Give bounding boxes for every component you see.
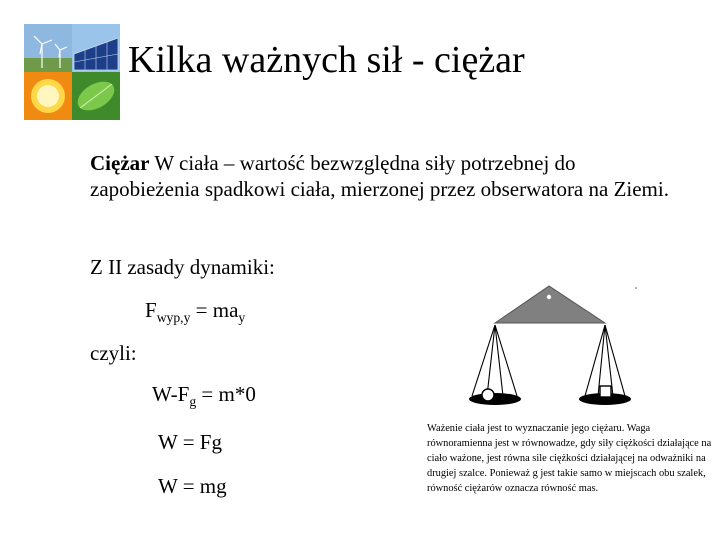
stray-dot [635, 287, 637, 289]
definition-term: Ciężar [90, 151, 150, 175]
equation-w-mg: W = mg [158, 474, 227, 498]
equation-weight-balance: $W-F_g = m*0$ [152, 382, 256, 409]
logo-image [24, 24, 120, 120]
figure-caption: Ważenie ciała jest to wyznaczanie jego ciężaru. Waga równoramienna jest w równowadze, gdy siły ciężkości działające na ciało ważone, jest równa sile ciężkości działającej na odważniki na drugiej szalce. Ponieważ g jest takie samo w miejscach obu szalek, równość ciężarów oznacza równość mas. [427, 423, 712, 495]
weighed-body [482, 389, 494, 401]
balance-beam [495, 286, 605, 323]
definition-paragraph [90, 150, 680, 203]
equation-w-fg: W = Fg [158, 430, 222, 454]
equation-force: $F_{wyp,y} = ma_y$ [145, 298, 246, 325]
definition-text: W ciała – wartość bezwzględna siły potrzebnej do zapobieżenia spadkowi ciała, mierzonej przez obserwatora na Ziemi. [90, 151, 669, 202]
counterweight [600, 386, 611, 397]
law-statement: Z II zasady dynamiki: [90, 255, 275, 279]
page-title: Kilka ważnych sił - ciężar [128, 39, 525, 81]
czyli-label: czyli: [90, 341, 137, 365]
left-pan [469, 393, 521, 405]
balance-scale-diagram [465, 282, 645, 408]
balance-pivot [547, 295, 551, 299]
